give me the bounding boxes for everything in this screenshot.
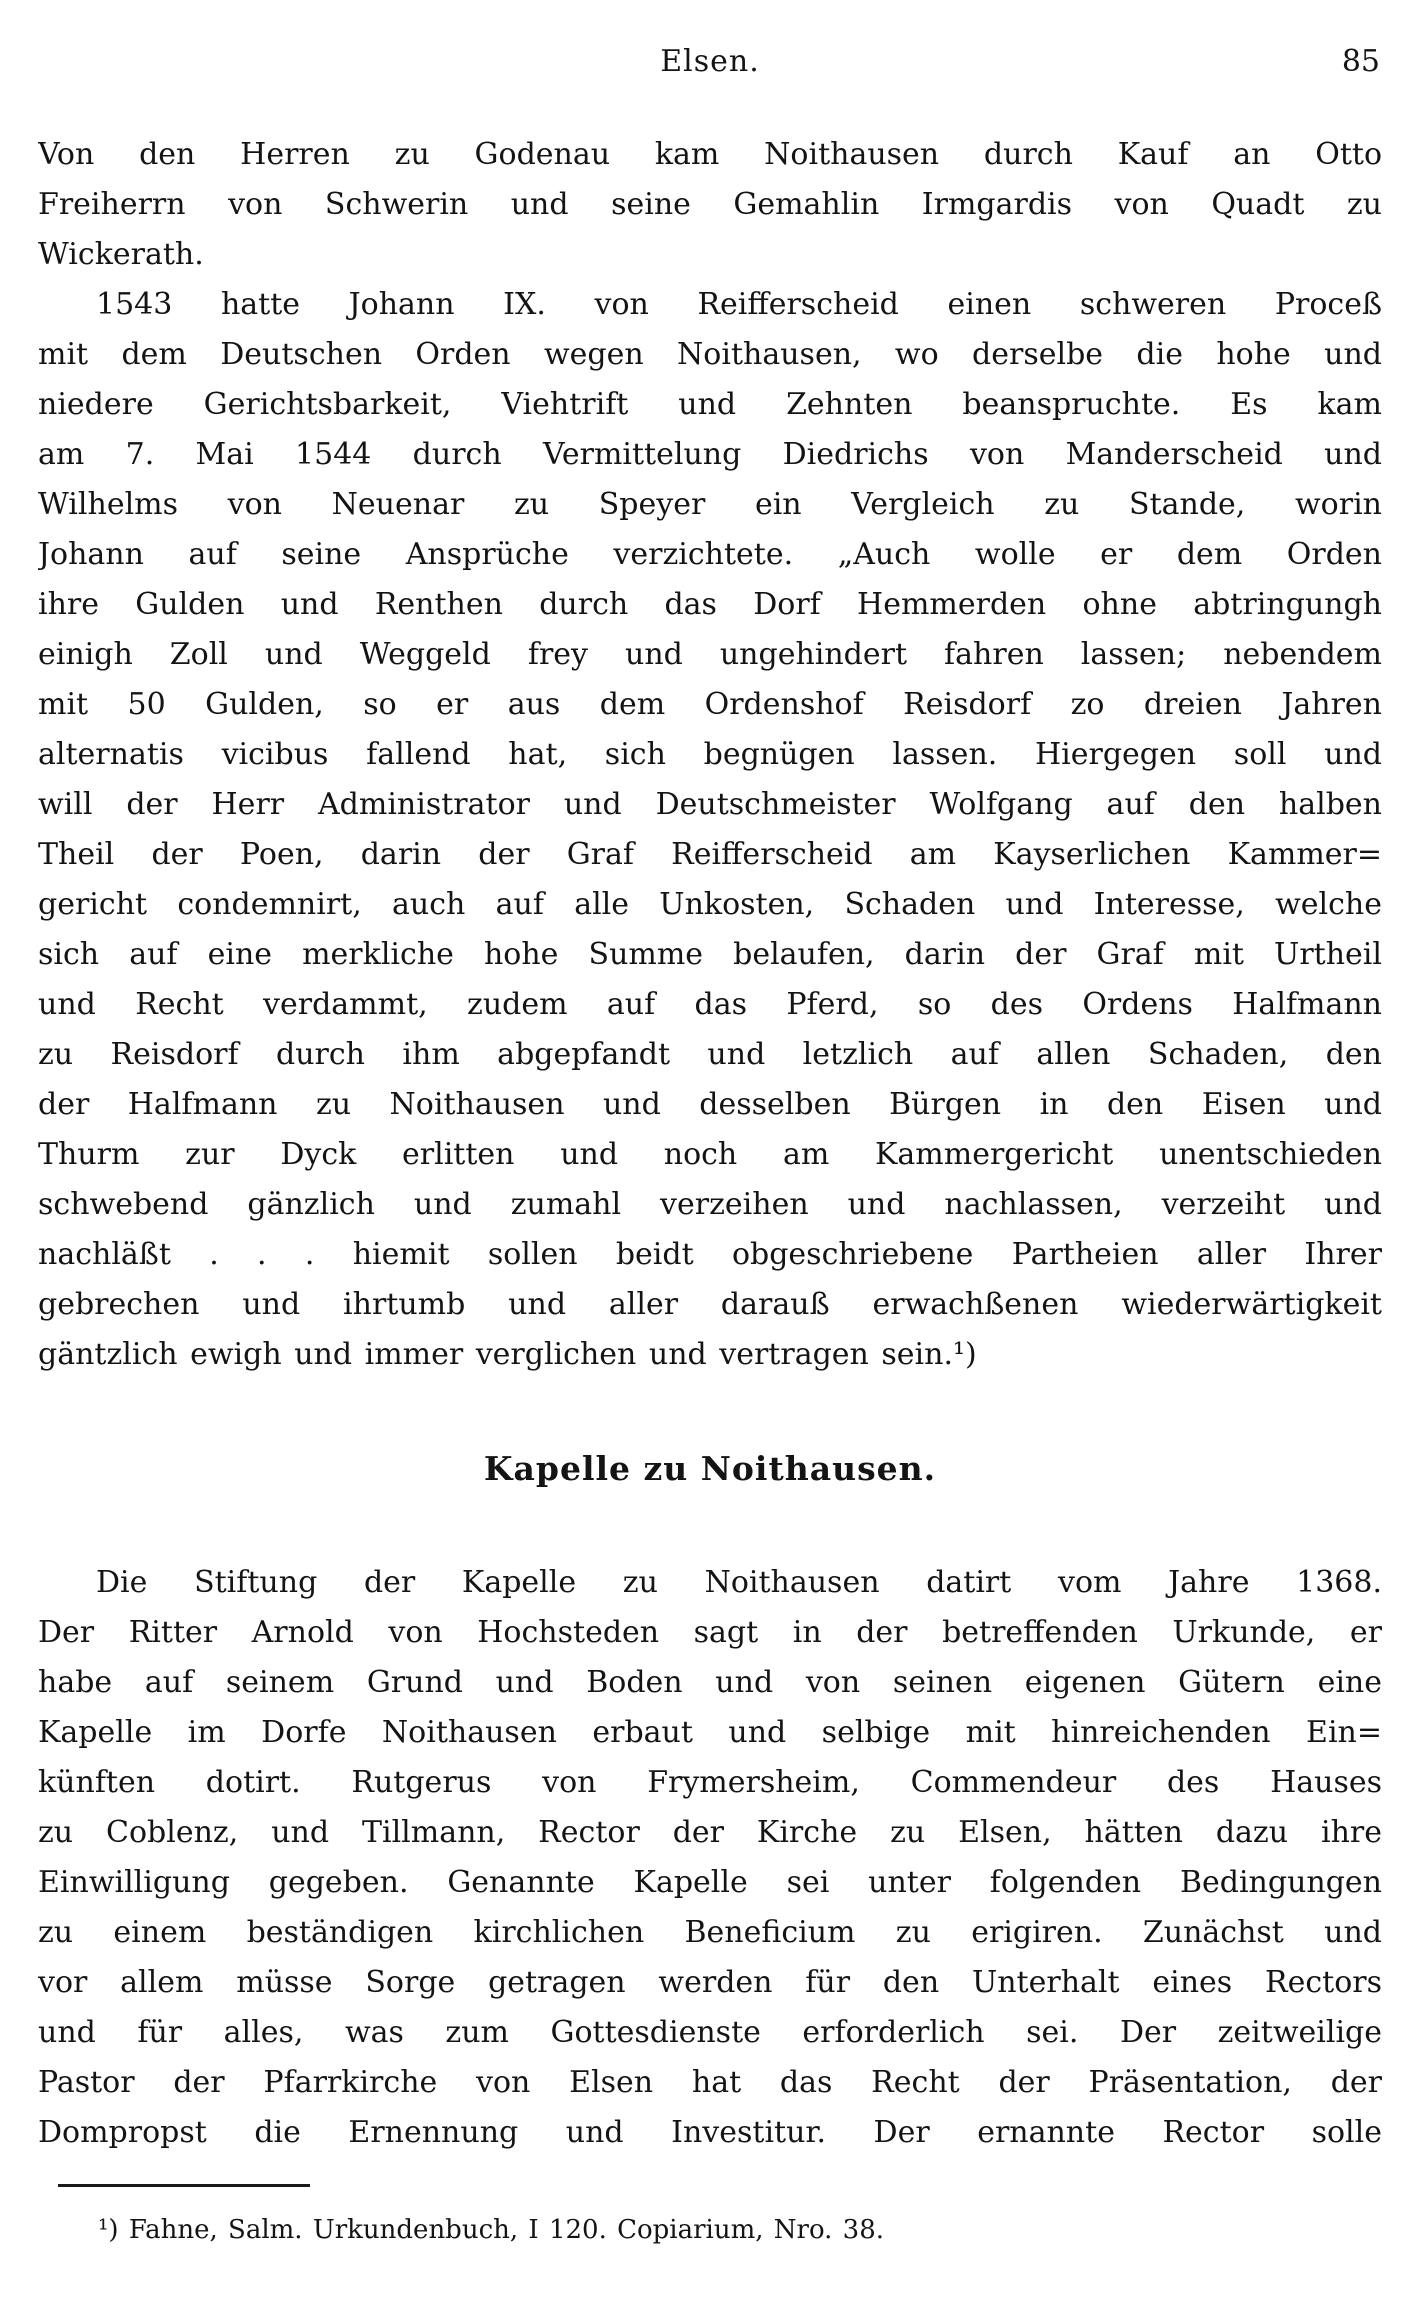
text-line: zu Reisdorf durch ihm abgepfandt und letzlich auf allen Schaden, den (38, 1037, 1382, 1072)
paragraph-process-1543 (38, 280, 1382, 1380)
text-line: Wilhelms von Neuenar zu Speyer ein Vergleich zu Stande, worin (38, 487, 1382, 522)
section-heading-kapelle: Kapelle zu Noithausen. (483, 1449, 937, 1488)
text-line: Von den Herren zu Godenau kam Noithausen durch Kauf an Otto (38, 137, 1382, 172)
text-line: Der Ritter Arnold von Hochsteden sagt in der betreffenden Urkunde, er (38, 1615, 1382, 1650)
text-line: will der Herr Administrator und Deutschmeister Wolfgang auf den halben (38, 787, 1382, 822)
text-line: mit 50 Gulden, so er aus dem Ordenshof Reisdorf zo dreien Jahren (38, 687, 1382, 722)
text-line: und für alles, was zum Gottesdienste erforderlich sei. Der zeitweilige (38, 2015, 1382, 2050)
text-line: ihre Gulden und Renthen durch das Dorf Hemmerden ohne abtringungh (38, 587, 1382, 622)
text-line: sich auf eine merkliche hohe Summe belaufen, darin der Graf mit Urtheil (38, 937, 1382, 972)
text-line: schwebend gänzlich und zumahl verzeihen und nachlassen, verzeiht und (38, 1187, 1382, 1222)
text-line: Johann auf seine Ansprüche verzichtete. „Auch wolle er dem Orden (38, 537, 1382, 572)
page-number: 85 (1341, 44, 1380, 79)
text-line: Dompropst die Ernennung und Investitur. Der ernannte Rector solle (38, 2115, 1382, 2150)
text-line: einigh Zoll und Weggeld frey und ungehindert fahren lassen; nebendem (38, 637, 1382, 672)
text-line: Die Stiftung der Kapelle zu Noithausen datirt vom Jahre 1368. (96, 1565, 1382, 1600)
text-line: Pastor der Pfarrkirche von Elsen hat das Recht der Präsentation, der (38, 2065, 1382, 2100)
text-line: habe auf seinem Grund und Boden und von seinen eigenen Gütern eine (38, 1665, 1382, 1700)
text-line: 1543 hatte Johann IX. von Reifferscheid einen schweren Proceß (96, 287, 1382, 322)
text-line: Einwilligung gegeben. Genannte Kapelle sei unter folgenden Bedingungen (38, 1865, 1382, 1900)
paragraph-kapelle-stiftung (38, 1558, 1382, 2158)
text-line: vor allem müsse Sorge getragen werden für den Unterhalt eines Rectors (38, 1965, 1382, 2000)
text-line: Thurm zur Dyck erlitten und noch am Kammergericht unentschieden (38, 1137, 1382, 1172)
text-line: gäntzlich ewigh und immer verglichen und vertragen sein.¹) (38, 1337, 977, 1372)
text-line: und Recht verdammt, zudem auf das Pferd, so des Ordens Halfmann (38, 987, 1382, 1022)
footnote-divider (58, 2184, 310, 2187)
page-header (38, 40, 1382, 84)
text-line: mit dem Deutschen Orden wegen Noithausen, wo derselbe die hohe und (38, 337, 1382, 372)
text-line: alternatis vicibus fallend hat, sich begnügen lassen. Hiergegen soll und (38, 737, 1382, 772)
text-line: der Halfmann zu Noithausen und desselben Bürgen in den Eisen und (38, 1087, 1382, 1122)
paragraph-godenau (38, 130, 1382, 280)
text-line: niedere Gerichtsbarkeit, Viehtrift und Zehnten beanspruchte. Es kam (38, 387, 1382, 422)
text-line: künften dotirt. Rutgerus von Frymersheim, Commendeur des Hauses (38, 1765, 1382, 1800)
text-line: am 7. Mai 1544 durch Vermittelung Diedrichs von Manderscheid und (38, 437, 1382, 472)
text-line: Wickerath. (38, 237, 204, 272)
text-line: Freiherrn von Schwerin und seine Gemahlin Irmgardis von Quadt zu (38, 187, 1382, 222)
text-line: gericht condemnirt, auch auf alle Unkosten, Schaden und Interesse, welche (38, 887, 1382, 922)
text-line: Theil der Poen, darin der Graf Reifferscheid am Kayserlichen Kammer= (38, 837, 1382, 872)
footnote-text: ¹) Fahne, Salm. Urkundenbuch, I 120. Copiarium, Nro. 38. (98, 2215, 885, 2245)
text-line: gebrechen und ihrtumb und aller darauß erwachßenen wiederwärtigkeit (38, 1287, 1382, 1322)
text-line: nachläßt . . . hiemit sollen beidt obgeschriebene Partheien aller Ihrer (38, 1237, 1382, 1272)
text-line: Kapelle im Dorfe Noithausen erbaut und selbige mit hinreichenden Ein= (38, 1715, 1382, 1750)
running-title: Elsen. (660, 44, 760, 79)
text-line: zu einem beständigen kirchlichen Beneficium zu erigiren. Zunächst und (38, 1915, 1382, 1950)
text-line: zu Coblenz, und Tillmann, Rector der Kirche zu Elsen, hätten dazu ihre (38, 1815, 1382, 1850)
